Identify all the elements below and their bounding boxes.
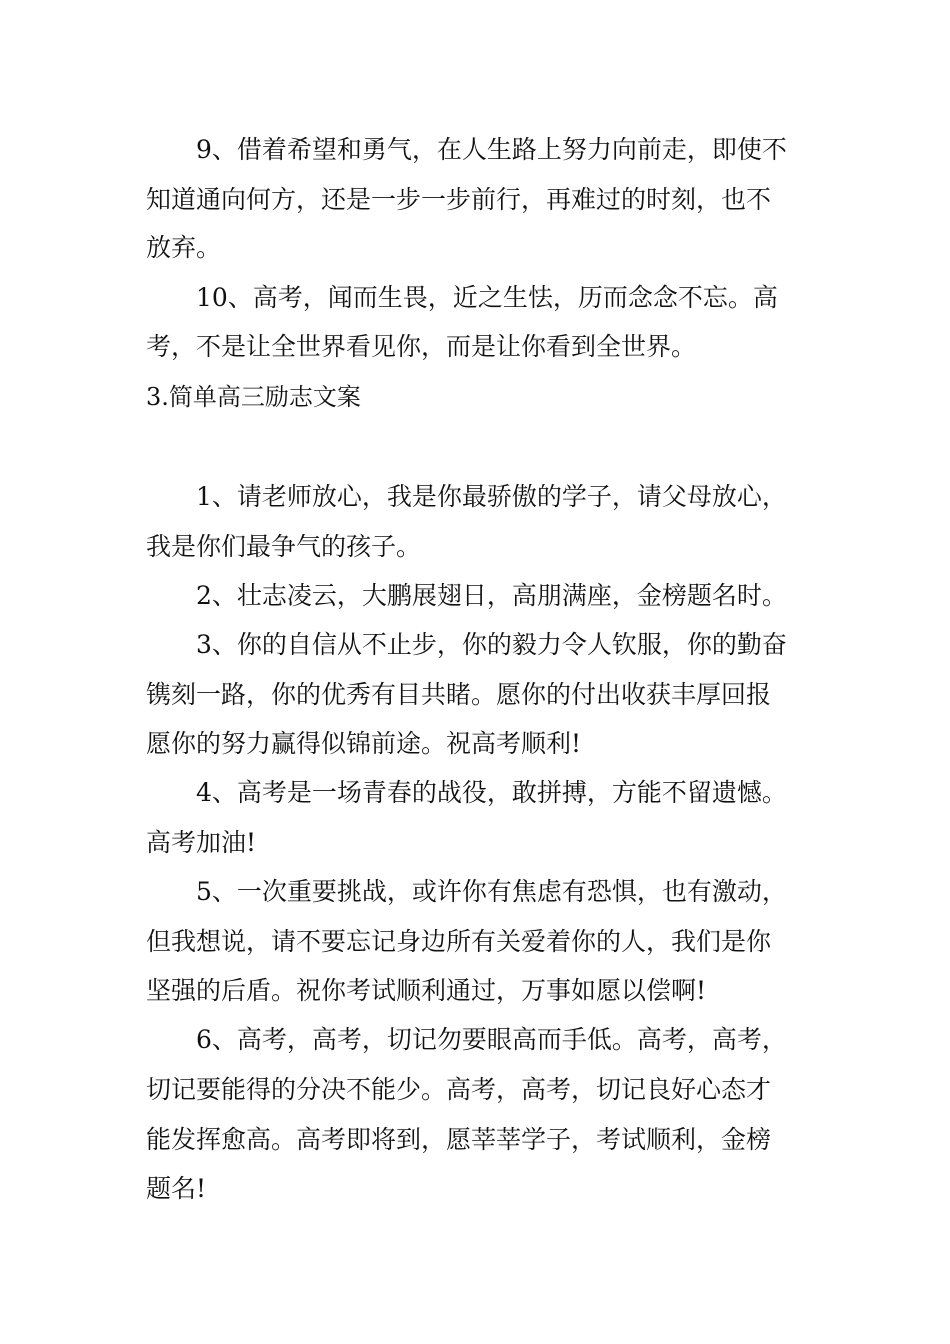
section-item-3-line-1: 3、你的自信从不止步，你的毅力令人钦服，你的勤奋 (196, 630, 787, 659)
section-item-3-line-3: 愿你的努力赢得似锦前途。祝高考顺利! (146, 729, 582, 758)
section-item-6-line-4: 题名! (146, 1174, 207, 1203)
section-item-6-line-3: 能发挥愈高。高考即将到，愿莘莘学子，考试顺利，金榜 (146, 1125, 772, 1154)
section-item-6-line-1: 6、高考，高考，切记勿要眼高而手低。高考，高考， (196, 1025, 787, 1054)
section-item-2-line-1: 2、壮志凌云，大鹏展翅日，高朋满座，金榜题名时。 (196, 581, 787, 610)
section-item-3-line-2: 镌刻一路，你的优秀有目共睹。愿你的付出收获丰厚回报 (146, 680, 772, 709)
section-item-4-line-1: 4、高考是一场青春的战役，敢拼搏，方能不留遗憾。 (196, 778, 787, 807)
item-10-line-1: 10、高考，闻而生畏，近之生怯，历而念念不忘。高 (196, 283, 778, 312)
section-item-5-line-3: 坚强的后盾。祝你考试顺利通过，万事如愿以偿啊! (146, 976, 707, 1005)
section-item-5-line-1: 5、一次重要挑战，或许你有焦虑有恐惧，也有激动， (196, 877, 787, 906)
section-item-4-line-2: 高考加油! (146, 828, 257, 857)
item-10-line-2: 考，不是让全世界看见你，而是让你看到全世界。 (146, 332, 697, 361)
section-heading: 3.简单高三励志文案 (146, 383, 361, 411)
section-item-5-line-2: 但我想说，请不要忘记身边所有关爱着你的人，我们是你 (146, 927, 772, 956)
item-9-line-3: 放弃。 (146, 233, 222, 262)
section-item-6-line-2: 切记要能得的分决不能少。高考，高考，切记良好心态才 (146, 1075, 772, 1104)
item-9-line-2: 知道通向何方，还是一步一步前行，再难过的时刻，也不 (146, 185, 772, 214)
section-item-1-line-1: 1、请老师放心，我是你最骄傲的学子，请父母放心， (196, 482, 787, 511)
section-item-1-line-2: 我是你们最争气的孩子。 (146, 532, 422, 561)
item-9-line-1: 9、借着希望和勇气，在人生路上努力向前走，即使不 (196, 135, 787, 164)
